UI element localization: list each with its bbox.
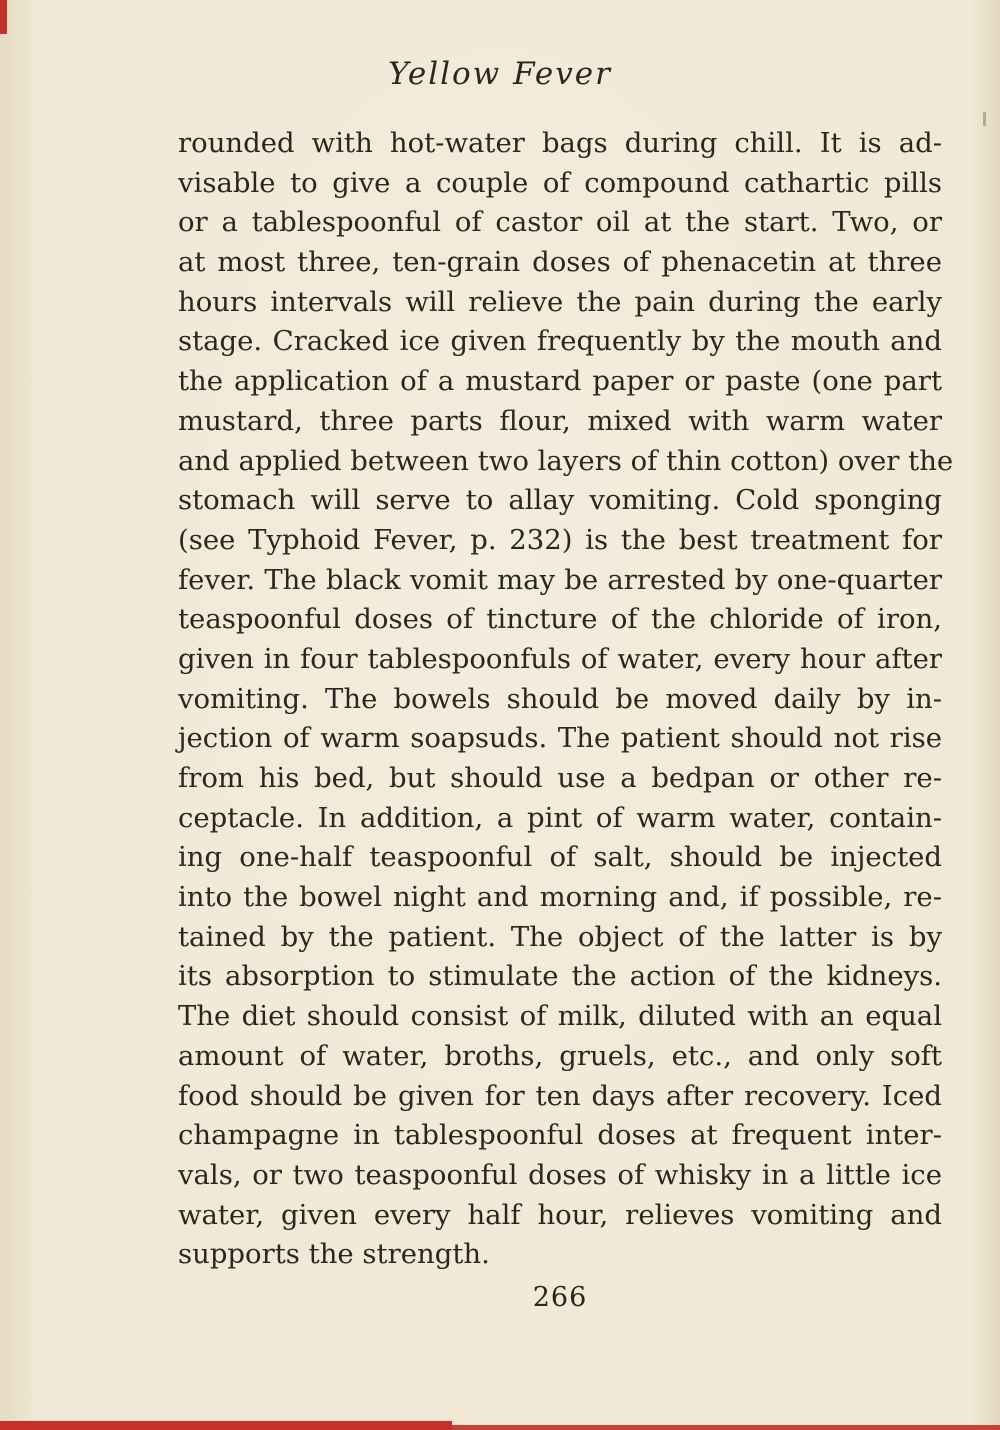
text-line: vomiting. The bowels should be moved daily by in- [178,682,942,715]
page-edge-artifact-top-left [0,0,7,34]
text-line: the application of a mustard paper or paste (one part [178,365,942,398]
text-line: and applied between two layers of thin cotton) over the [178,444,954,477]
text-line: its absorption to stimulate the action of the kidneys. [178,960,942,993]
text-line: or a tablespoonful of castor oil at the start. Two, or [178,206,942,239]
text-line: ceptacle. In addition, a pint of warm water, contain- [178,801,942,834]
text-line: amount of water, broths, gruels, etc., and only soft [178,1039,942,1072]
text-line: from his bed, but should use a bedpan or other re- [178,762,942,794]
text-line: vals, or two teaspoonful doses of whisky in a little ice [178,1158,942,1191]
text-line: jection of warm soapsuds. The patient should not rise [178,722,942,755]
text-line: ing one-half teaspoonful of salt, should be injected [178,841,942,874]
text-line: tained by the patient. The object of the latter is by [178,920,942,953]
text-line: given in four tablespoonfuls of water, every hour after [178,642,942,675]
page-title: Yellow Fever [388,56,612,92]
text-line: into the bowel night and morning and, if possible, re- [178,881,942,914]
text-line: supports the strength. [178,1238,490,1271]
page-edge-artifact-right-tick [983,112,986,126]
body-text-block [178,124,954,1275]
text-line: champagne in tablespoonful doses at frequent inter- [178,1119,942,1152]
text-line: visable to give a couple of compound cathartic pills [178,166,942,199]
text-line: (see Typhoid Fever, p. 232) is the best treatment for [178,523,942,556]
text-line: rounded with hot-water bags during chill. It is ad- [178,127,942,159]
text-line: hours intervals will relieve the pain during the early [178,285,942,318]
text-line: stage. Cracked ice given frequently by the mouth and [178,325,942,358]
page-number: 266 [532,1282,588,1313]
text-line: mustard, three parts flour, mixed with warm water [178,404,942,437]
text-line: food should be given for ten days after recovery. Iced [178,1079,942,1112]
page-edge-artifact-bottom-right [418,1425,1000,1430]
text-line: teaspoonful doses of tincture of the chloride of iron, [178,603,942,636]
text-line: fever. The black vomit may be arrested by one-quarter [178,563,942,596]
text-line: at most three, ten-grain doses of phenacetin at three [178,246,942,279]
page-edge-artifact-bottom-left [0,1421,452,1430]
text-line: water, given every half hour, relieves vomiting and [178,1198,942,1231]
text-line: stomach will serve to allay vomiting. Cold sponging [178,484,942,517]
text-line: The diet should consist of milk, diluted with an equal [178,1000,942,1033]
